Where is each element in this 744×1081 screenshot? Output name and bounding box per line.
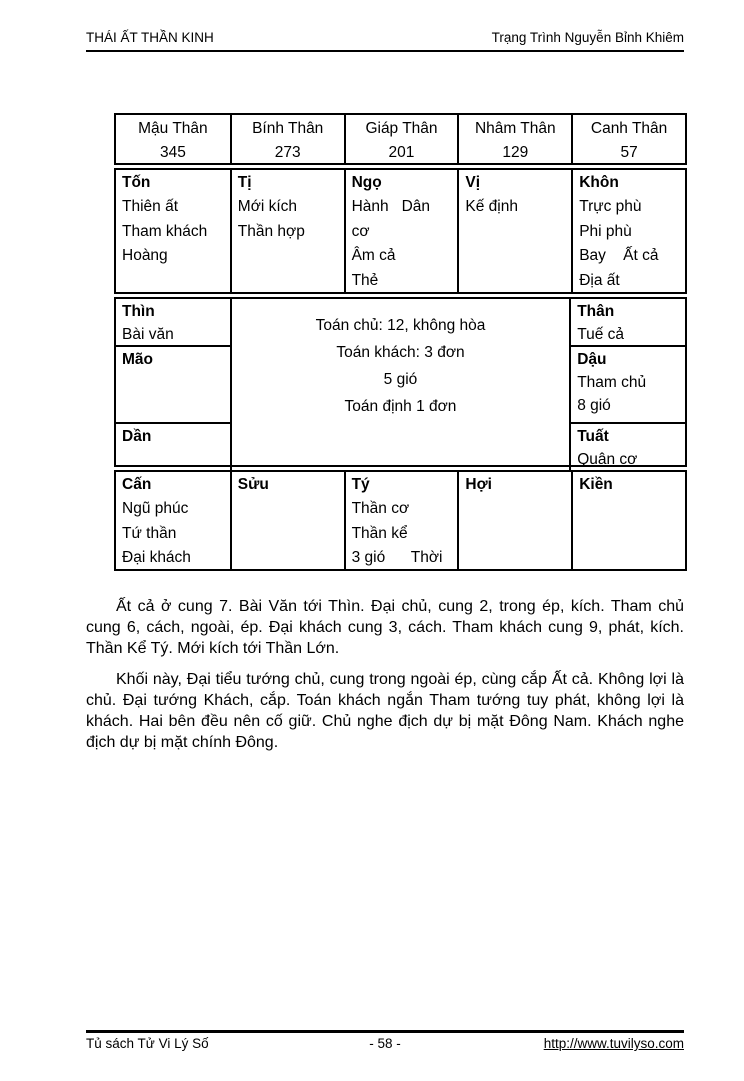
chart-middle-section xyxy=(114,297,687,467)
year-cell xyxy=(230,115,344,163)
palace-line: Đại khách xyxy=(122,549,191,566)
palace-cell xyxy=(116,170,230,292)
palace-lines xyxy=(122,323,224,345)
year-name: Giáp Thân xyxy=(365,120,438,137)
palace-cell xyxy=(457,170,571,292)
body-paragraph: Khối này, Đại tiểu tướng chủ, cung trong ngoài ép, cùng cắp Ất cả. Không lợi là chủ. Đại tướng Khách, cắp. Toán khách ngắn Tham tướng tuy phát, không lợi là khách. Hai bên đều nên cố giữ. Chủ nghe địch dự bị mặt Đông Nam. Khách nghe địch dự bị mặt chính Đông. xyxy=(86,671,684,751)
body-text xyxy=(86,596,684,753)
running-title: THÁI ẤT THẦN KINH xyxy=(86,30,214,45)
palace-lines xyxy=(122,195,224,269)
palace-cell xyxy=(116,472,230,569)
palace-cell xyxy=(571,422,685,471)
calculation-line: Toán chủ: 12, không hòa xyxy=(315,317,486,334)
year-name: Bính Thân xyxy=(252,120,324,137)
palace-line: Kế định xyxy=(465,198,518,215)
calculation-line: Toán khách: 3 đơn xyxy=(336,344,465,361)
palace-cell xyxy=(230,472,344,569)
year-value: 201 xyxy=(388,144,415,161)
palace-lines xyxy=(238,195,338,244)
palace-line: Thần hợp xyxy=(237,222,305,240)
palace-line: 8 gió xyxy=(577,397,611,414)
palace-title: Thìn xyxy=(122,303,155,320)
palace-title: Tuất xyxy=(577,428,609,445)
author-name: Trạng Trình Nguyễn Bỉnh Khiêm xyxy=(491,30,684,45)
year-cell xyxy=(344,115,458,163)
palace-title: Hợi xyxy=(465,476,492,493)
palace-title: Ngọ xyxy=(351,174,382,191)
chart-bottom-row xyxy=(114,470,687,571)
palace-title: Tốn xyxy=(122,174,151,191)
chart-center-cell xyxy=(230,299,571,471)
palace-title: Tị xyxy=(237,174,252,191)
palace-lines xyxy=(579,195,679,292)
palace-lines xyxy=(122,497,224,569)
palace-line: Quân cơ xyxy=(577,451,638,468)
palace-line: Thiên ất xyxy=(122,198,179,215)
palace-line: Tham chủ xyxy=(577,374,647,391)
palace-lines xyxy=(352,497,452,569)
palace-title: Cấn xyxy=(122,476,152,493)
palace-cell xyxy=(230,170,344,292)
palace-title: Thân xyxy=(577,303,615,320)
year-name: Nhâm Thân xyxy=(474,120,556,137)
palace-line: 3 gió Thời xyxy=(351,549,443,566)
palace-line: Bay Ất cả xyxy=(579,247,659,264)
palace-title: Sửu xyxy=(237,476,269,493)
year-value: 129 xyxy=(502,144,529,161)
palace-line: Tuế cả xyxy=(577,326,624,343)
year-cell xyxy=(116,115,230,163)
palace-cell xyxy=(571,170,685,292)
palace-lines xyxy=(352,195,452,292)
page-footer xyxy=(86,1030,684,1051)
palace-line: Ngũ phúc xyxy=(122,500,189,517)
palace-cell xyxy=(116,299,230,345)
palace-title: Mão xyxy=(122,351,153,368)
palace-line: Phi phù xyxy=(579,222,632,240)
palace-cell xyxy=(344,472,458,569)
palace-lines xyxy=(577,371,679,417)
year-cell xyxy=(571,115,685,163)
palace-line: Tham khách xyxy=(122,222,208,240)
palace-line: Hoàng xyxy=(122,247,168,264)
palace-lines xyxy=(465,195,565,220)
palace-title: Khôn xyxy=(579,174,619,191)
page-number: - 58 - xyxy=(369,1036,401,1051)
palace-line: Tứ thần xyxy=(122,524,177,542)
year-value: 57 xyxy=(620,144,638,161)
palace-cell xyxy=(116,422,230,471)
body-paragraph: Ất cả ở cung 7. Bài Văn tới Thìn. Đại chủ, cung 2, trong ép, kích. Tham chủ cung 6, cách, ngoài, ép. Đại khách cung 3, cách. Tham khách cung 9, phát, kích. Thần Kể Tý. Mới kích tới Thần Lớn. xyxy=(86,598,684,657)
year-name: Canh Thân xyxy=(590,120,668,137)
page-header xyxy=(86,30,684,52)
year-name: Mậu Thân xyxy=(138,120,208,137)
palace-title: Dậu xyxy=(577,351,607,368)
palace-cell xyxy=(344,170,458,292)
page-content xyxy=(86,113,684,753)
palace-lines xyxy=(577,323,679,345)
palace-title: Tý xyxy=(351,476,370,493)
palace-title: Kiền xyxy=(579,476,613,493)
thai-at-chart xyxy=(114,113,687,571)
palace-cell xyxy=(457,472,571,569)
palace-line: Âm cả Thẻ xyxy=(351,247,426,289)
palace-line: Địa ất xyxy=(579,271,620,289)
calculation-line: 5 gió xyxy=(383,371,418,388)
year-value: 273 xyxy=(274,144,301,161)
palace-cell xyxy=(116,345,230,422)
chart-top-row xyxy=(114,168,687,294)
palace-title: Dần xyxy=(122,428,152,445)
palace-cell xyxy=(571,472,685,569)
chart-middle-right-column xyxy=(571,299,685,471)
chart-middle-left-column xyxy=(116,299,230,471)
palace-cell xyxy=(571,345,685,422)
year-cell xyxy=(457,115,571,163)
palace-line: Trực phù xyxy=(579,198,642,215)
palace-line: Hành Dân cơ xyxy=(351,198,435,240)
footer-series-title: Tủ sách Tử Vi Lý Số xyxy=(86,1036,209,1051)
palace-line: Bài văn xyxy=(122,326,174,343)
palace-line: Thần kể xyxy=(351,524,408,542)
chart-year-row xyxy=(114,113,687,165)
palace-line: Mới kích xyxy=(237,198,298,215)
palace-title: Vị xyxy=(465,174,481,191)
footer-url-link[interactable]: http://www.tuvilyso.com xyxy=(543,1036,684,1051)
year-value: 345 xyxy=(159,144,186,161)
calculation-line: Toán định 1 đơn xyxy=(344,398,457,415)
palace-cell xyxy=(571,299,685,345)
palace-line: Thần cơ xyxy=(351,500,410,517)
palace-lines xyxy=(577,448,679,471)
